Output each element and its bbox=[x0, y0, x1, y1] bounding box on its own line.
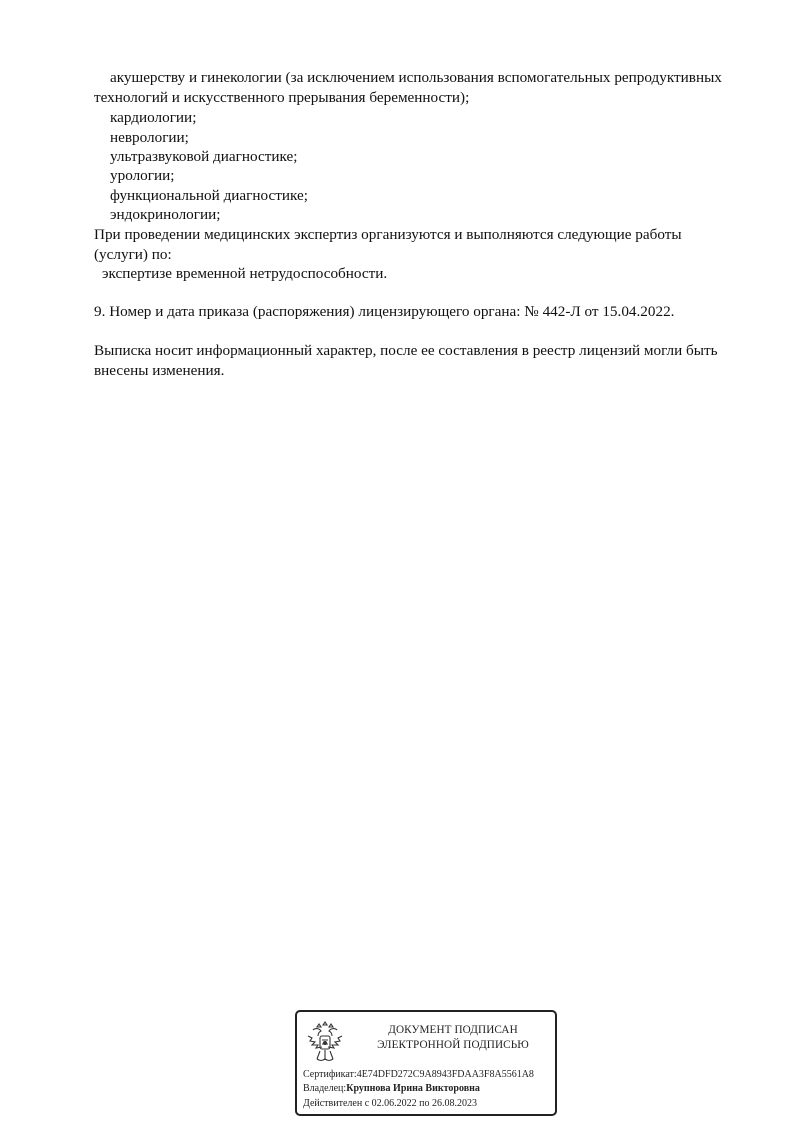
stamp-title-line: ЭЛЕКТРОННОЙ ПОДПИСЬЮ bbox=[377, 1039, 529, 1051]
list-item: неврологии; bbox=[110, 129, 189, 146]
certificate-line bbox=[303, 1068, 534, 1081]
text-line: акушерству и гинекологии (за исключением использования вспомогательных репродуктивных bbox=[110, 69, 722, 86]
order-number-paragraph: 9. Номер и дата приказа (распоряжения) лицензирующего органа: № 442-Л от 15.04.2022. bbox=[94, 303, 675, 320]
owner-value: Крупнова Ирина Викторовна bbox=[346, 1083, 480, 1094]
validity-line: Действителен с 02.06.2022 по 26.08.2023 bbox=[303, 1098, 477, 1109]
owner-label: Владелец: bbox=[303, 1083, 347, 1094]
list-item: кардиологии; bbox=[110, 109, 197, 126]
signature-stamp bbox=[295, 1010, 557, 1116]
list-item: урологии; bbox=[110, 167, 175, 184]
list-item: эндокринологии; bbox=[110, 206, 221, 223]
text-line: При проведении медицинских экспертиз организуются и выполняются следующие работы bbox=[94, 226, 682, 243]
list-item: функциональной диагностике; bbox=[110, 187, 308, 204]
list-item: ультразвуковой диагностике; bbox=[110, 148, 298, 165]
text-line: (услуги) по: bbox=[94, 246, 172, 263]
list-item: экспертизе временной нетрудоспособности. bbox=[102, 265, 388, 282]
stamp-title-line: ДОКУМЕНТ ПОДПИСАН bbox=[388, 1024, 518, 1036]
coat-of-arms-icon bbox=[305, 1018, 345, 1066]
disclaimer-line: Выписка носит информационный характер, после ее составления в реестр лицензий могли быть bbox=[94, 342, 718, 359]
owner-line bbox=[303, 1082, 480, 1095]
stamp-title bbox=[353, 1023, 553, 1053]
text-line: технологий и искусственного прерывания беременности); bbox=[94, 89, 470, 106]
certificate-value: 4E74DFD272C9A8943FDAA3F8A5561A8 bbox=[356, 1069, 534, 1080]
disclaimer-line: внесены изменения. bbox=[94, 362, 225, 379]
certificate-label: Сертификат: bbox=[303, 1069, 357, 1080]
